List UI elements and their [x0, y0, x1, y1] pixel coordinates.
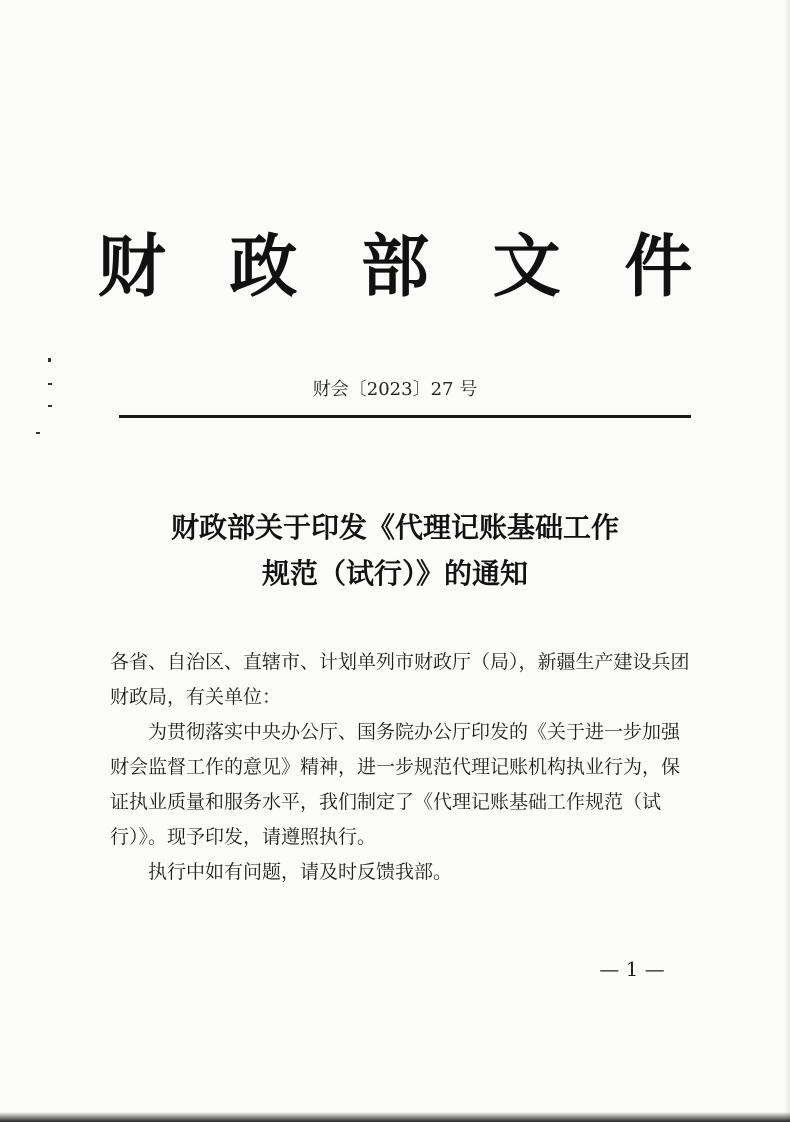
document-header-title: 财 政 部 文 件 [97, 227, 713, 307]
body-paragraph-2: 执行中如有问题，请及时反馈我部。 [148, 861, 453, 883]
body-paragraph-1: 为贯彻落实中央办公厅、国务院办公厅印发的《关于进一步加强财会监督工作的意见》精神，进一步规范代理记账机构执业行为，保证执业质量和服务水平，我们制定了《代理记账基础工作规范（试行）》。现予印发，请遵照执行。 [110, 721, 681, 848]
margin-mark [48, 405, 52, 407]
notice-body [110, 645, 695, 890]
document-number: 财会〔2023〕27 号 [312, 379, 478, 400]
scan-edge-shadow [784, 0, 790, 1122]
addressees: 各省、自治区、直辖市、计划单列市财政厅（局），新疆生产建设兵团财政局，有关单位： [110, 651, 690, 708]
notice-title-line-1: 财政部关于印发《代理记账基础工作 [170, 511, 619, 544]
header-divider [119, 415, 691, 418]
scan-bottom-edge [0, 1112, 790, 1122]
page-number: — 1 — [599, 957, 665, 981]
margin-mark [36, 432, 40, 434]
notice-title-line-2: 规范（试行）》的通知 [261, 557, 528, 590]
notice-title [0, 505, 790, 597]
margin-mark [48, 358, 51, 362]
